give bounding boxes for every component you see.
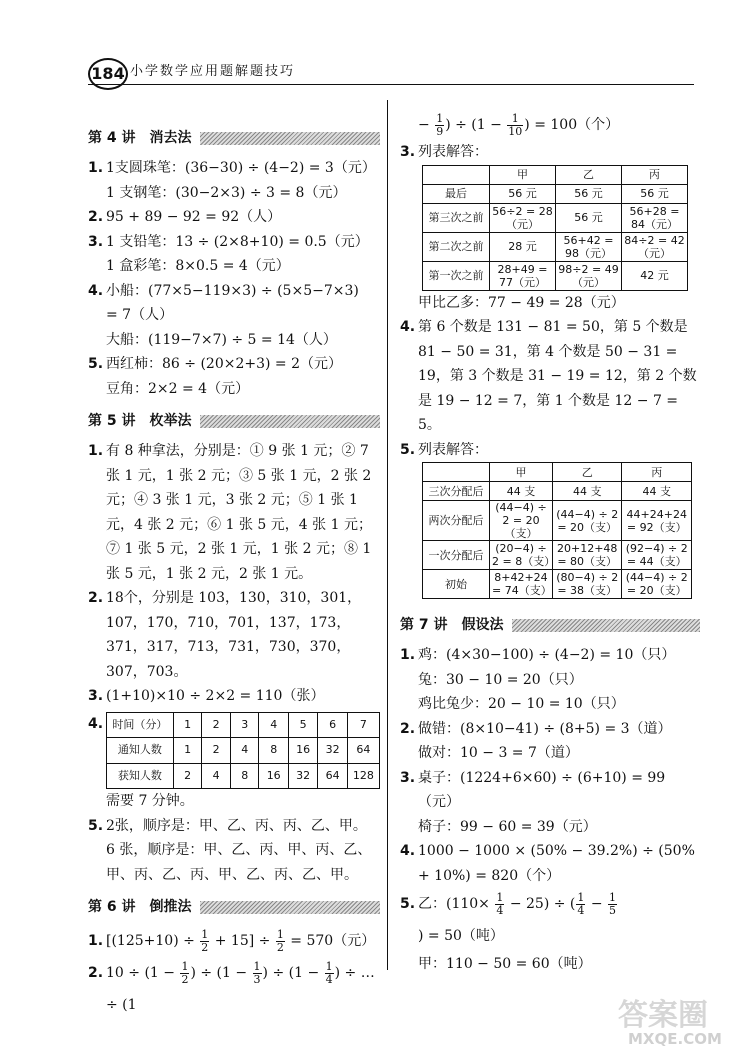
table-cell <box>423 463 490 482</box>
table-cell <box>423 165 490 184</box>
heading-hatch <box>200 132 381 145</box>
lesson-5-heading <box>88 409 380 433</box>
formula-part: ) = 100（个） <box>524 117 620 133</box>
answer-text: 桌子：(1224+6×60) ÷ (6+10) = 99（元） <box>418 769 666 810</box>
table-cell: 56 元 <box>622 184 688 203</box>
answer-text: 1 支钢笔：(30−2×3) ÷ 3 = 8（元） <box>106 184 347 201</box>
numerator: 1 <box>609 890 617 904</box>
answer-item <box>88 279 380 304</box>
answer-item <box>88 230 380 255</box>
table-cell: 2 <box>202 712 231 738</box>
table-cell: 20+12+48 = 80（支） <box>552 541 622 570</box>
denominator: 2 <box>201 940 209 954</box>
answer-item <box>88 925 380 957</box>
answer-text: 椅子：99 − 60 = 39（元） <box>418 818 597 835</box>
answer-item <box>400 766 700 815</box>
table-cell: (44−4) ÷ 2 = 20（支） <box>490 501 553 541</box>
table-cell: 16 <box>259 763 288 789</box>
formula-part: 10 ÷ (1 − <box>106 965 180 981</box>
table-cell: (20−4) ÷ 2 = 8（支） <box>490 541 553 570</box>
lesson-7-heading <box>400 613 700 637</box>
answer-text <box>106 957 380 1021</box>
table-cell: 第一次之前 <box>423 261 490 290</box>
answer-text: 2张，顺序是：甲、乙、丙、丙、乙、甲。 <box>106 817 367 834</box>
item-number: 5. <box>400 896 416 912</box>
table-cell: 4 <box>230 738 259 764</box>
table-cell: 32 <box>288 763 317 789</box>
table-cell: 128 <box>347 763 379 789</box>
header-rule <box>88 84 694 85</box>
table-cell: 8 <box>230 763 259 789</box>
numerator: 1 <box>325 959 333 973</box>
table-row <box>423 482 692 501</box>
numerator: 1 <box>577 890 585 904</box>
table-cell: 2 <box>173 763 202 789</box>
table-cell: 第三次之前 <box>423 203 490 232</box>
notification-table <box>106 712 380 790</box>
table-header-row <box>423 165 688 184</box>
answer-text: 鸡比兔少：20 − 10 = 10（只） <box>418 696 625 712</box>
formula-part: − <box>586 896 608 912</box>
answer-text: 豆角：2×2 = 4（元） <box>106 380 250 397</box>
answer-item <box>400 643 700 668</box>
table-header-row <box>107 712 380 738</box>
item-number: 2. <box>88 209 104 225</box>
lesson-title: 第 5 讲 枚举法 <box>88 412 192 429</box>
fraction <box>495 892 504 917</box>
table-cell: 最后 <box>423 184 490 203</box>
item-number: 1. <box>88 160 104 176</box>
table-cell: 8+42+24 = 74（支） <box>490 570 553 599</box>
item-number: 2. <box>400 720 416 737</box>
table-cell: 1 <box>173 738 202 764</box>
answer-text: 列表解答： <box>418 441 488 458</box>
answer-text: 大船：(119−7×7) ÷ 5 = 14（人） <box>106 331 337 348</box>
right-column <box>400 111 700 977</box>
lesson-6-heading <box>88 895 380 919</box>
denominator: 2 <box>276 940 284 954</box>
answer-item <box>88 684 380 709</box>
formula-continuation <box>400 110 700 140</box>
formula-part: = 570（元） <box>285 933 376 949</box>
answer-item <box>88 205 380 230</box>
answer-text: 1 支铅笔：13 ÷ (2×8+10) = 0.5（元） <box>106 233 369 250</box>
item-number: 3. <box>400 144 416 160</box>
table-cell: 2 <box>202 738 231 764</box>
answer-item <box>88 352 380 377</box>
heading-hatch <box>200 415 381 428</box>
answer-text: 1 盒彩笔：8×0.5 = 4（元） <box>106 258 290 274</box>
table-cell: 56+42 = 98（元） <box>556 232 622 261</box>
watermark-url: MXQE.COM <box>628 1030 722 1048</box>
table-cell: 28+49 = 77（元） <box>490 261 556 290</box>
answer-item <box>88 814 380 839</box>
denominator: 9 <box>436 124 444 138</box>
table-cell: 5 <box>288 712 317 738</box>
item-number: 1. <box>88 443 104 459</box>
answer-item <box>400 438 700 463</box>
table-cell: 56 元 <box>556 203 622 232</box>
denominator: 10 <box>508 124 523 138</box>
table-cell: 56 元 <box>490 184 556 203</box>
table-cell: 丙 <box>622 463 692 482</box>
table-cell: 42 元 <box>622 261 688 290</box>
formula-part: 乙：(110× <box>418 896 495 912</box>
table-cell: (80−4) ÷ 2 = 38（支） <box>552 570 622 599</box>
fraction <box>200 929 209 954</box>
formula-part: ) ÷ (1 − <box>445 117 507 133</box>
denominator: 4 <box>325 972 333 986</box>
answer-text: 做错：(8×10−41) ÷ (8+5) = 3（道） <box>418 720 672 737</box>
formula-part: − 25) ÷ ( <box>505 896 576 912</box>
table-cell: 56÷2 = 28（元） <box>490 203 556 232</box>
table-cell: 56 元 <box>556 184 622 203</box>
answer-item <box>400 140 700 165</box>
money-table <box>422 165 688 291</box>
answer-text: 小船：(77×5−119×3) ÷ (5×5−7×3) <box>106 282 359 299</box>
formula-part: ) ÷ (1 − <box>262 965 324 981</box>
denominator: 3 <box>253 972 261 986</box>
lesson-title: 第 7 讲 假设法 <box>400 616 504 633</box>
table-cell: 16 <box>288 738 317 764</box>
page-number: 184 <box>88 58 128 90</box>
answer-text: 需要 7 分钟。 <box>106 793 194 809</box>
answer-text: 兔：30 − 10 = 20（只） <box>418 671 583 688</box>
lesson-title: 第 6 讲 倒推法 <box>88 898 192 915</box>
table-cell: 64 <box>318 763 347 789</box>
answer-item <box>400 717 700 742</box>
table-cell: 98÷2 = 49（元） <box>556 261 622 290</box>
fraction <box>325 961 334 986</box>
answer-text: 有 8 种拿法，分别是：① 9 张 1 元；② 7 张 1 元，1 张 2 元；③ 5 张 1 元，2 张 2 元；④ 3 张 1 元，3 张 2 元；⑤ 1 张 1 元，4 张 2 元；⑥ 1 张 5 元，4 张 1 元；⑦ 1 张 5 元，2 张 1 元，1 张 2 元；⑧ 1 张 5 元，1 张 2 元，2 张 1 元。 <box>106 443 372 582</box>
item-number: 1. <box>88 933 104 949</box>
item-number: 4. <box>88 715 104 732</box>
answer-text: 甲：110 − 50 = 60（吨） <box>418 956 592 972</box>
formula-part: [(125+10) ÷ <box>106 933 200 949</box>
book-title: 小学数学应用题解题技巧 <box>130 64 296 79</box>
table-cell: 8 <box>259 738 288 764</box>
answer-item <box>400 839 700 888</box>
heading-hatch <box>200 901 381 914</box>
table-cell: 4 <box>259 712 288 738</box>
answer-text: (1+10)×10 ÷ 2×2 = 110（张） <box>106 688 325 704</box>
item-number: 4. <box>400 843 416 859</box>
numerator: 1 <box>496 890 504 904</box>
answer-item <box>88 712 380 790</box>
table-cell: 乙 <box>552 463 622 482</box>
table-cell: 丙 <box>622 165 688 184</box>
table-row <box>423 203 688 232</box>
table-cell: 一次分配后 <box>423 541 490 570</box>
fraction <box>608 892 617 917</box>
answer-text: 1000 − 1000 × (50% − 39.2%) ÷ (50% + 10%) = 820（个） <box>418 843 695 884</box>
item-number: 4. <box>400 319 416 335</box>
answer-item <box>400 888 700 952</box>
table-cell: 时间（分） <box>107 712 174 738</box>
table-cell: 44+24+24 = 92（支） <box>622 501 692 541</box>
table-cell: (44−4) ÷ 2 = 20（支） <box>622 570 692 599</box>
item-number: 1. <box>400 647 416 663</box>
table-row <box>423 232 688 261</box>
table-row <box>107 763 380 789</box>
table-cell: 获知人数 <box>107 763 174 789</box>
item-number: 3. <box>88 233 104 250</box>
heading-hatch <box>512 619 701 632</box>
table-row <box>423 501 692 541</box>
table-cell: 第二次之前 <box>423 232 490 261</box>
table-cell: 56+28 = 84（元） <box>622 203 688 232</box>
formula-part: − <box>418 117 435 133</box>
left-column <box>88 118 380 1021</box>
item-number: 3. <box>88 688 104 704</box>
table-cell: 甲 <box>490 165 556 184</box>
answer-text: 6 张，顺序是：甲、乙、丙、甲、丙、乙、甲、丙、乙、丙、甲、乙、丙、乙、甲。 <box>106 842 372 883</box>
table-cell: 1 <box>173 712 202 738</box>
lesson-4-heading <box>88 126 380 150</box>
fraction <box>507 113 523 138</box>
table-cell: (44−4) ÷ 2 = 20（支） <box>552 501 622 541</box>
fraction <box>253 961 262 986</box>
table-header-row <box>423 463 692 482</box>
formula-part: ) = 50（吨） <box>418 928 504 944</box>
answer-text: 西红柿：86 ÷ (20×2+3) = 2（元） <box>106 356 342 372</box>
formula-part: + 15] ÷ <box>210 933 275 949</box>
answer-text: 第 6 个数是 131 − 81 = 50，第 5 个数是 81 − 50 = 31，第 4 个数是 50 − 31 = 19，第 3 个数是 31 − 19 = 12，第 2 个数是 19 − 12 = 7，第 1 个数是 12 − 7 = 5。 <box>418 319 697 433</box>
table-cell: 44 支 <box>552 482 622 501</box>
answer-text <box>106 925 380 957</box>
table-cell: 44 支 <box>622 482 692 501</box>
numerator: 1 <box>181 959 189 973</box>
answer-text: 做对：10 − 3 = 7（道） <box>418 745 579 761</box>
table-cell: 64 <box>347 738 379 764</box>
table-cell: 通知人数 <box>107 738 174 764</box>
table-row <box>423 184 688 203</box>
answer-item <box>88 156 380 181</box>
answer-text: 列表解答： <box>418 144 488 160</box>
denominator: 2 <box>181 972 189 986</box>
answer-text: 95 + 89 − 92 = 92（人） <box>106 209 282 225</box>
column-divider <box>387 100 388 970</box>
answer-item <box>88 439 380 586</box>
item-number: 5. <box>88 817 104 834</box>
fraction <box>276 929 285 954</box>
formula-part: ) ÷ (1 − <box>190 965 252 981</box>
answer-item <box>88 957 380 1021</box>
answer-text: 甲比乙多：77 − 49 = 28（元） <box>418 294 625 311</box>
denominator: 5 <box>609 903 617 917</box>
fraction <box>180 961 189 986</box>
answer-item <box>88 586 380 684</box>
answer-item <box>400 315 700 438</box>
watermark-logo: 答案圈 <box>618 998 708 1033</box>
table-cell: 两次分配后 <box>423 501 490 541</box>
denominator: 4 <box>496 903 504 917</box>
item-number: 4. <box>88 282 104 299</box>
item-number: 2. <box>88 590 104 606</box>
denominator: 4 <box>577 903 585 917</box>
fraction <box>576 892 585 917</box>
numerator: 1 <box>507 113 523 126</box>
table-cell: 6 <box>318 712 347 738</box>
pencil-table <box>422 462 692 599</box>
answer-text: 鸡：(4×30−100) ÷ (4−2) = 10（只） <box>418 647 676 663</box>
numerator: 1 <box>436 111 444 125</box>
table-cell: 7 <box>347 712 379 738</box>
table-cell: (92−4) ÷ 2 = 44（支） <box>622 541 692 570</box>
table-cell: 初始 <box>423 570 490 599</box>
table-cell: 3 <box>230 712 259 738</box>
table-cell: 44 支 <box>490 482 553 501</box>
table-cell: 28 元 <box>490 232 556 261</box>
table-row <box>423 541 692 570</box>
numerator: 1 <box>276 927 284 941</box>
answer-text: 1支圆珠笔：(36−30) ÷ (4−2) = 3（元） <box>106 160 376 176</box>
table-cell: 84÷2 = 42（元） <box>622 232 688 261</box>
numerator: 1 <box>201 927 209 941</box>
table-row <box>107 738 380 764</box>
table-row <box>423 570 692 599</box>
table-cell: 甲 <box>490 463 553 482</box>
table-cell: 乙 <box>556 165 622 184</box>
table-cell: 三次分配后 <box>423 482 490 501</box>
item-number: 3. <box>400 769 416 786</box>
numerator: 1 <box>253 959 261 973</box>
fraction <box>435 113 444 138</box>
table-cell: 32 <box>318 738 347 764</box>
answer-text: = 7（人） <box>106 307 174 323</box>
answer-text <box>418 888 700 952</box>
answer-text: 18个，分别是 103，130，310，301，107，170，710，701，137，173，371，317，713，731，730，370，307，703。 <box>106 590 362 680</box>
item-number: 5. <box>400 441 416 458</box>
formula-part: ) ÷ … ÷ (1 <box>106 965 375 1013</box>
item-number: 2. <box>88 965 104 981</box>
lesson-title: 第 4 讲 消去法 <box>88 129 192 146</box>
item-number: 5. <box>88 356 104 372</box>
table-row <box>423 261 688 290</box>
table-cell: 4 <box>202 763 231 789</box>
